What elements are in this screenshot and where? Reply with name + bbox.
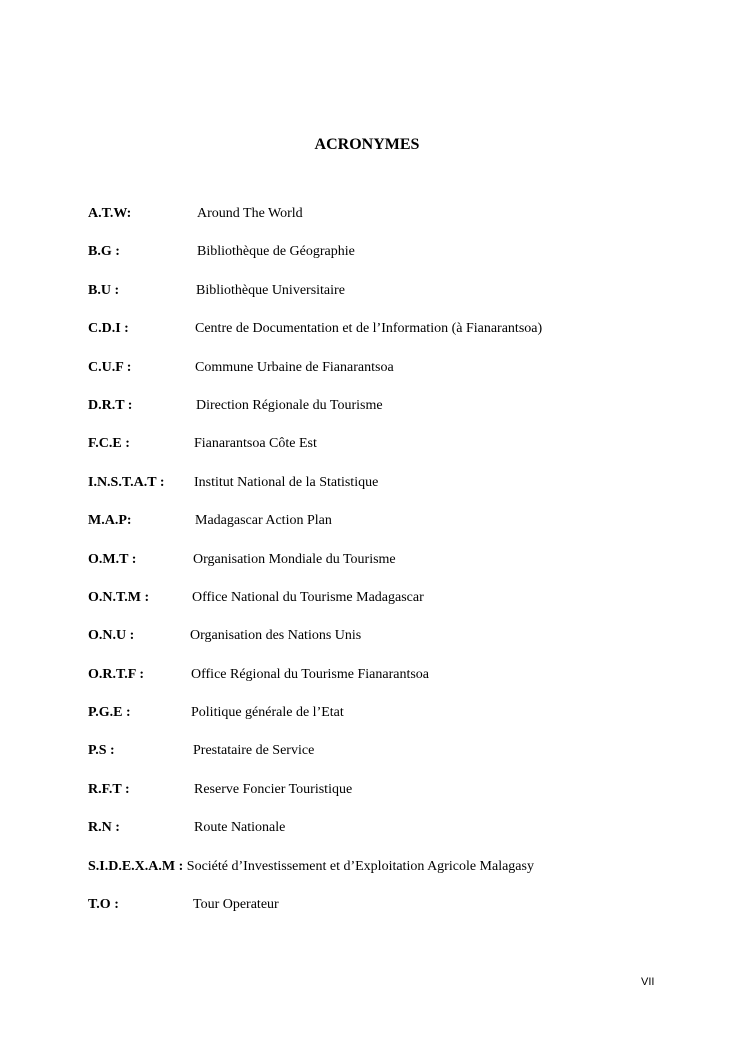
acronym-definition: Commune Urbaine de Fianarantsoa	[195, 359, 394, 375]
acronym-abbreviation: C.U.F :	[88, 359, 132, 375]
acronym-abbreviation: O.R.T.F :	[88, 666, 144, 682]
acronym-definition: Institut National de la Statistique	[194, 474, 379, 490]
acronym-definition: Prestataire de Service	[193, 743, 315, 759]
acronym-abbreviation: D.R.T :	[88, 397, 133, 413]
acronym-definition: Société d’Investissement et d’Exploitation Agricole Malagasy	[186, 858, 534, 874]
acronym-row	[88, 474, 708, 512]
acronym-abbreviation: P.G.E :	[88, 705, 131, 721]
acronym-row	[88, 742, 708, 780]
acronym-row	[88, 704, 708, 742]
acronym-row	[88, 589, 708, 627]
acronym-definition: Centre de Documentation et de l’Information (à Fianarantsoa)	[195, 321, 543, 337]
acronym-abbreviation: M.A.P:	[88, 513, 132, 529]
acronym-abbreviation: R.F.T :	[88, 781, 130, 797]
acronym-definition: Politique générale de l’Etat	[191, 705, 344, 721]
acronym-abbreviation: O.N.U :	[88, 628, 135, 644]
acronym-definition: Organisation Mondiale du Tourisme	[193, 551, 396, 567]
acronym-row	[88, 819, 708, 857]
acronym-row	[88, 282, 708, 320]
acronym-list	[88, 205, 708, 934]
acronym-definition: Tour Operateur	[193, 897, 279, 913]
acronym-row	[88, 359, 708, 397]
acronym-row	[88, 666, 708, 704]
acronym-definition: Route Nationale	[194, 820, 286, 836]
acronym-definition: Direction Régionale du Tourisme	[196, 397, 383, 413]
acronym-row	[88, 627, 708, 665]
acronym-definition: Fianarantsoa Côte Est	[194, 436, 317, 452]
acronym-definition: Bibliothèque de Géographie	[197, 244, 355, 260]
acronym-abbreviation: O.M.T :	[88, 551, 137, 567]
acronym-row	[88, 320, 708, 358]
acronym-abbreviation: B.G :	[88, 244, 120, 260]
acronym-row	[88, 205, 708, 243]
acronym-abbreviation: P.S :	[88, 743, 115, 759]
acronym-abbreviation: C.D.I :	[88, 321, 129, 337]
acronym-definition: Bibliothèque Universitaire	[196, 282, 345, 298]
acronym-abbreviation: S.I.D.E.X.A.M :	[88, 858, 184, 874]
page-number: VII	[641, 976, 655, 988]
acronym-abbreviation: T.O :	[88, 897, 119, 913]
acronym-definition: Madagascar Action Plan	[195, 513, 332, 529]
acronym-definition: Office Régional du Tourisme Fianarantsoa	[191, 666, 429, 682]
page-title: ACRONYMES	[314, 136, 420, 153]
acronym-row	[88, 435, 708, 473]
acronym-definition: Organisation des Nations Unis	[190, 628, 362, 644]
acronym-definition: Reserve Foncier Touristique	[194, 781, 353, 797]
acronym-row	[88, 243, 708, 281]
acronym-row	[88, 781, 708, 819]
acronym-row	[88, 551, 708, 589]
acronym-abbreviation: I.N.S.T.A.T :	[88, 474, 165, 490]
acronym-definition: Office National du Tourisme Madagascar	[192, 589, 424, 605]
acronym-abbreviation: O.N.T.M :	[88, 589, 150, 605]
acronym-definition: Around The World	[197, 206, 303, 221]
acronym-row	[88, 858, 708, 896]
acronym-row	[88, 397, 708, 435]
acronym-abbreviation: F.C.E :	[88, 436, 130, 452]
acronym-abbreviation: A.T.W:	[88, 206, 132, 221]
acronym-row	[88, 896, 708, 934]
acronym-abbreviation: R.N :	[88, 820, 120, 836]
acronym-row	[88, 512, 708, 550]
acronym-abbreviation: B.U :	[88, 282, 120, 298]
